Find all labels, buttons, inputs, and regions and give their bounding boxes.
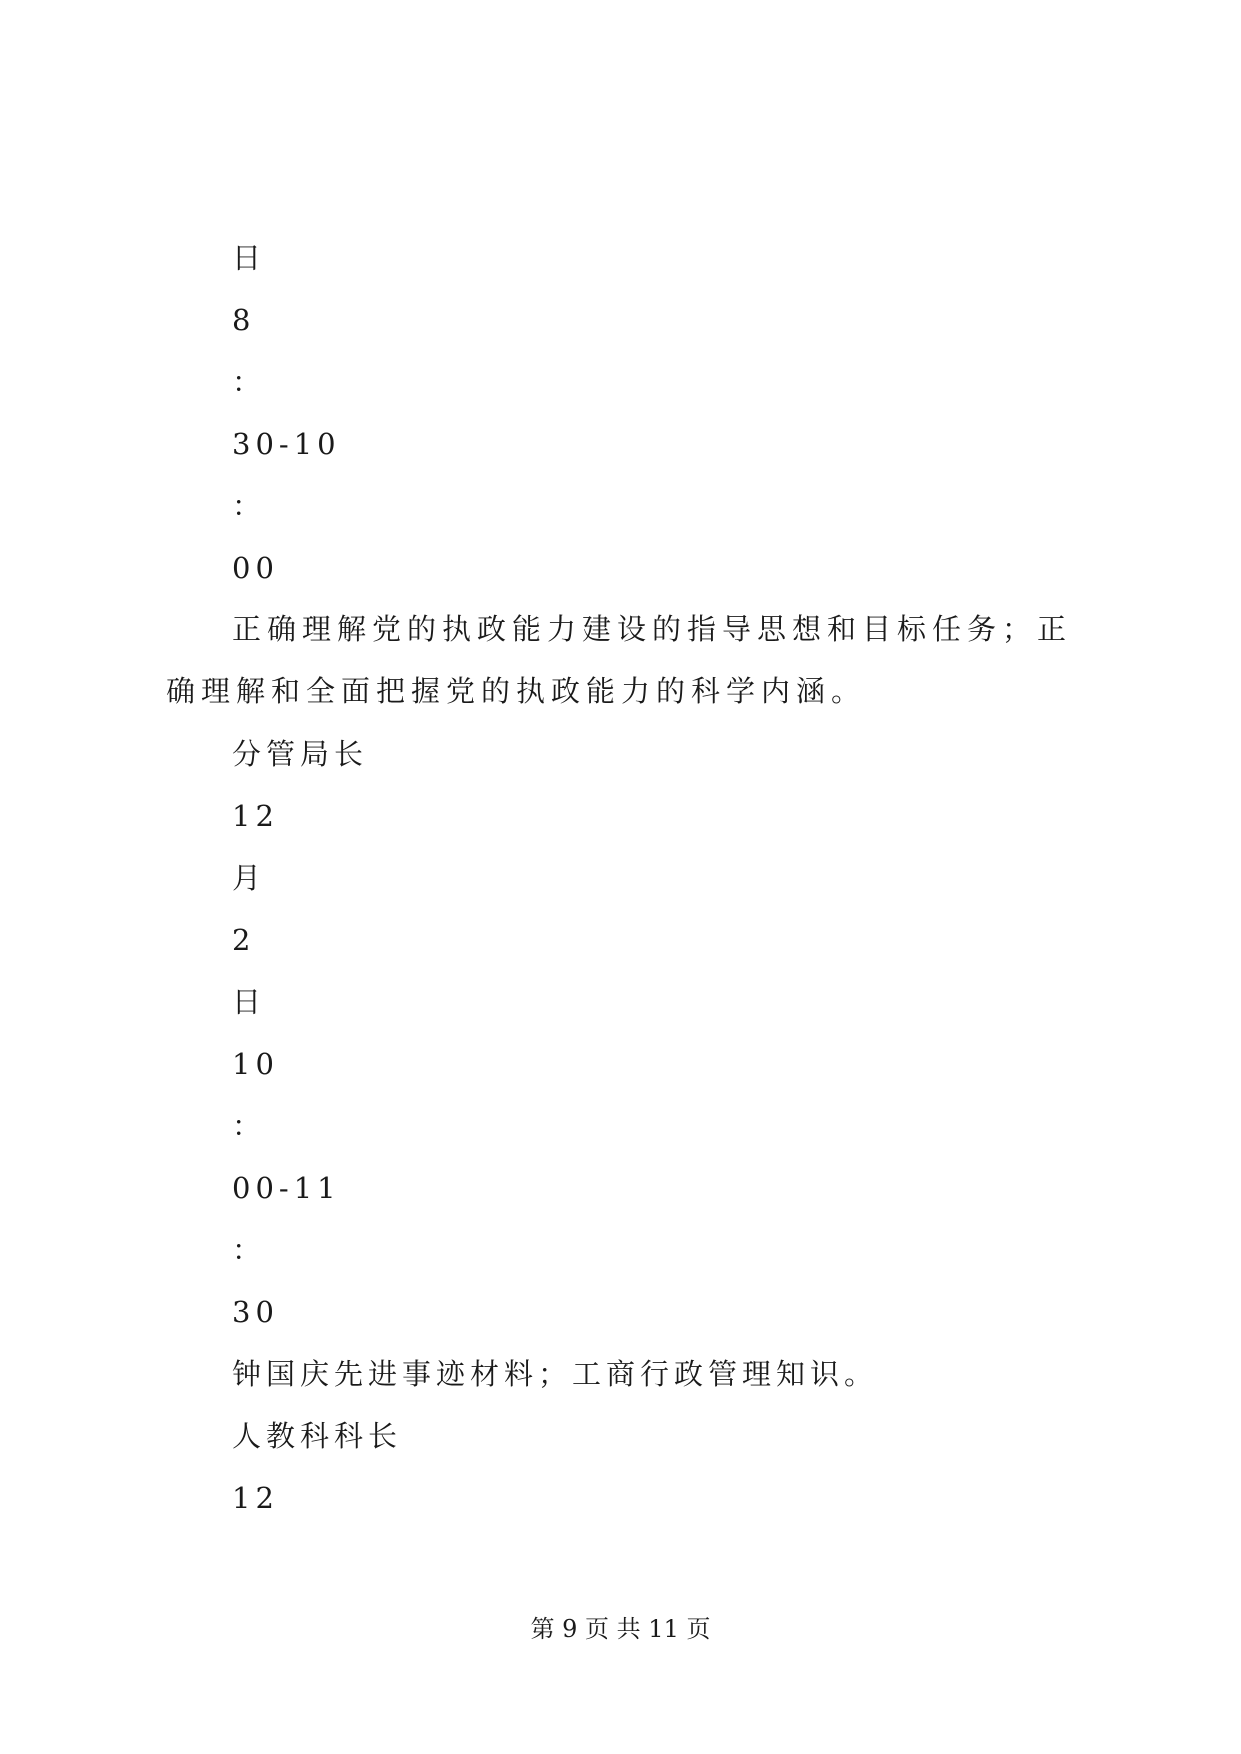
text-line: 12	[232, 1481, 279, 1515]
text-line: ：	[232, 1233, 267, 1267]
text-line: 分管局长	[232, 737, 369, 771]
body-paragraph: 正确理解党的执政能力建设的指导思想和目标任务；正确理解和全面把握党的执政能力的科学内涵。	[166, 612, 1073, 708]
text-line: 00-11	[232, 1171, 341, 1205]
text-line: 10	[232, 1047, 279, 1081]
text-line: 人教科科长	[232, 1419, 403, 1453]
text-line: 8	[232, 303, 256, 337]
text-line: 00	[232, 551, 279, 585]
text-line: 30-10	[232, 427, 341, 461]
text-line: ：	[232, 365, 267, 399]
text-line: 2	[232, 923, 256, 957]
text-line: 月	[232, 861, 267, 895]
text-line: 钟国庆先进事迹材料；工商行政管理知识。	[232, 1357, 879, 1391]
text-line: 日	[232, 241, 267, 275]
page-footer: 第 9 页 共 11 页	[530, 1615, 711, 1643]
text-line: ：	[232, 489, 267, 523]
text-line: 30	[232, 1295, 279, 1329]
text-line: ：	[232, 1109, 267, 1143]
text-line: 12	[232, 799, 279, 833]
text-line: 日	[232, 985, 267, 1019]
